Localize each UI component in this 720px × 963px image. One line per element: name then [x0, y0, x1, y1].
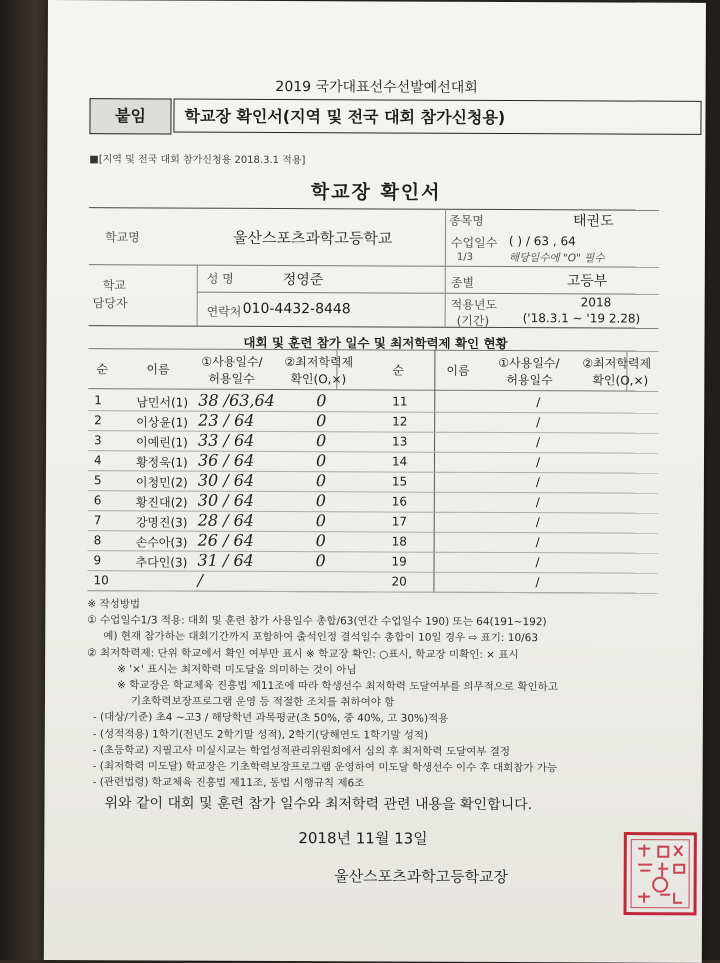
- row-name: 황정욱(1): [135, 455, 188, 470]
- row-days: /: [536, 435, 541, 450]
- row-name: 남민서(1): [136, 395, 189, 410]
- row-no: 6: [93, 493, 102, 508]
- row-days: /: [535, 535, 540, 550]
- class-days-sub: 1/3: [456, 251, 473, 263]
- row-no: 14: [391, 454, 408, 469]
- row-no: 20: [391, 574, 407, 589]
- instruction-line: ※ 작성방법: [87, 598, 141, 611]
- row-days: 30 / 64: [197, 490, 255, 510]
- row-no: 15: [391, 474, 408, 489]
- row-check: 0: [316, 411, 327, 431]
- row-no: 19: [391, 554, 407, 569]
- col-name-right: 이름: [446, 363, 470, 378]
- row-days: /: [535, 455, 541, 470]
- row-no: 8: [93, 533, 102, 548]
- row-days: 33 / 64: [198, 430, 255, 450]
- row-days: /: [535, 575, 540, 590]
- contact-value: 010-4432-8448: [242, 300, 351, 318]
- year-value: 2018: [580, 295, 612, 310]
- row-check: 0: [316, 431, 327, 451]
- row-days: /: [535, 495, 540, 510]
- col-days-right-2: 허용일수: [506, 373, 553, 388]
- contact-label: 연락처: [206, 304, 242, 319]
- division-label: 종별: [450, 275, 474, 290]
- row-no: 11: [392, 394, 408, 409]
- row-days: 31 / 64: [197, 550, 254, 570]
- col-check-left-1: ②최저학력제: [284, 355, 354, 370]
- principal-signature: 울산스포츠과학고등학교장: [334, 867, 509, 887]
- col-name-left: 이름: [146, 362, 170, 377]
- confirmation-date: 2018년 11월 13일: [298, 829, 428, 848]
- col-no-left: 순: [96, 362, 109, 377]
- official-seal-icon: [622, 831, 698, 917]
- teacher-name: 정영준: [282, 272, 324, 289]
- class-days-hint: 해당일수에 "O" 필수: [508, 252, 605, 265]
- row-days: 36 / 64: [197, 450, 255, 470]
- row-no: 18: [391, 534, 407, 549]
- col-no-right: 순: [392, 363, 405, 378]
- document-heading: 학교장 확인서(지역 및 전국 대회 참가신청용): [173, 99, 701, 135]
- row-name: 황진대(2): [135, 495, 188, 510]
- row-days: 26 / 64: [197, 530, 254, 550]
- instruction-line: 예) 현재 참가하는 대회기간까지 포함하여 출석인정 결석일수 총합이 10일 경우 ⇨ 표기: 10/63: [103, 630, 539, 645]
- row-check: 0: [315, 471, 327, 491]
- row-check: 0: [315, 531, 326, 551]
- document-page: [44, 0, 706, 963]
- row-days: /: [536, 415, 541, 430]
- row-no: 13: [392, 434, 408, 449]
- row-days: /: [197, 570, 203, 590]
- row-check: 0: [315, 451, 327, 471]
- col-days-left-2: 허용일수: [208, 371, 255, 386]
- row-name: 이예린(1): [136, 435, 188, 450]
- instruction-line: 기초학력보장프로그램 운영 등 적절한 조치를 취하여야 함: [130, 695, 395, 709]
- row-check: 0: [315, 551, 326, 571]
- row-days: /: [535, 475, 540, 490]
- instruction-line: - (관련법령) 학교체육 진흥법 제11조, 동법 시행규칙 제6조: [92, 776, 365, 790]
- row-name: 추다인(3): [135, 555, 188, 570]
- row-days: 28 / 64: [197, 510, 255, 530]
- name-label: 성 명: [206, 271, 234, 286]
- confirmation-text: 위와 같이 대회 및 훈련 참가 일수와 최저학력 관련 내용을 확인합니다.: [104, 795, 533, 814]
- school-name-label: 학교명: [104, 230, 140, 245]
- col-days-left-1: ①사용일수/: [201, 354, 263, 369]
- class-days-value: ( ) / 63 , 64: [508, 234, 576, 249]
- row-no: 4: [93, 453, 102, 468]
- row-no: 7: [93, 513, 102, 528]
- row-no: 2: [94, 413, 102, 428]
- event-value: 태권도: [573, 213, 614, 230]
- instruction-line: - (대상/기준) 초4 ~고3 / 해당학년 과목평균(초 50%, 중 40%, 고 30%)적용: [92, 711, 449, 726]
- col-check-right-2: 확인(O,×): [592, 373, 649, 388]
- instruction-line: - (초등학교) 지필고사 미실시교는 학업성적관리위원회에서 심의 후 최저학력 도달여부 결정: [92, 743, 511, 758]
- row-days: /: [535, 515, 540, 530]
- teacher-label-1: 학교: [102, 278, 126, 293]
- row-days: 38 /63,64: [198, 390, 275, 410]
- row-days: 30 / 64: [197, 470, 255, 490]
- school-name: 울산스포츠과학고등학교: [232, 228, 393, 248]
- row-days: 23 / 64: [198, 410, 255, 430]
- instruction-line: ※ 학교장은 학교체육 진흥법 제11조에 따라 학생선수 최저학력 도달여부를 의무적으로 확인하고: [116, 679, 559, 694]
- col-check-right-1: ②최저학력제: [582, 356, 652, 371]
- competition-title: 2019 국가대표선수선발예선대회: [275, 78, 478, 96]
- year-label-sub: (기간): [456, 313, 490, 328]
- teacher-label-2: 담당자: [92, 296, 128, 311]
- row-no: 16: [391, 494, 408, 509]
- row-name: 손수아(3): [135, 535, 188, 550]
- row-name: 이청민(2): [135, 475, 188, 490]
- row-no: 5: [93, 473, 102, 488]
- attachment-label: 붙임: [89, 98, 171, 134]
- row-no: 10: [93, 573, 109, 588]
- row-name: 이상윤(1): [136, 415, 188, 430]
- year-label: 적용년도: [450, 297, 498, 312]
- event-label: 종목명: [449, 213, 484, 228]
- class-days-label: 수업일수: [450, 235, 498, 250]
- row-check: 0: [315, 491, 327, 511]
- instruction-line: ② 최저학력제: 단위 학교에서 확인 여부만 표시 ※ 학교장 확인: ○표시, 학교장 미확인: × 표시: [87, 646, 519, 661]
- row-no: 9: [93, 553, 102, 568]
- instruction-line: - (성적적용) 1학기(전년도 2학기말 성적), 2학기(당해연도 1학기말 성적): [92, 727, 429, 742]
- year-range: ('18.3.1 ~ '19 2.28): [522, 311, 641, 326]
- status-title: 대회 및 훈련 참가 일수 및 최저학력제 확인 현황: [243, 334, 508, 352]
- row-no: 1: [94, 393, 102, 408]
- row-days: /: [536, 395, 541, 410]
- row-days: /: [535, 555, 540, 570]
- col-days-right-1: ①사용일수/: [498, 355, 560, 371]
- division-value: 고등부: [566, 273, 608, 290]
- col-check-left-2: 확인(O,×): [290, 372, 347, 387]
- applicability-note: ■[지역 및 전국 대회 참가신청용 2018.3.1 적용]: [89, 154, 306, 167]
- instruction-line: ① 수업일수1/3 적용: 대회 및 훈련 참가 사용일수 총합/63(연간 수업일수 190) 또는 64(191~192): [87, 614, 547, 629]
- instruction-line: ※ '×' 표시는 최저학력 미도달을 의미하는 것이 아님: [117, 663, 357, 677]
- row-no: 17: [391, 514, 408, 529]
- form-title: 학교장 확인서: [310, 181, 442, 204]
- row-check: 0: [316, 391, 327, 411]
- instruction-line: - (최저학력 미도달) 학교장은 기초학력보장프로그램 운영하여 미도달 학생선수 이수 후 대회참가 가능: [92, 760, 558, 775]
- row-no: 3: [94, 433, 102, 448]
- row-no: 12: [392, 414, 408, 429]
- row-name: 강명진(3): [135, 515, 188, 530]
- row-check: 0: [315, 511, 326, 531]
